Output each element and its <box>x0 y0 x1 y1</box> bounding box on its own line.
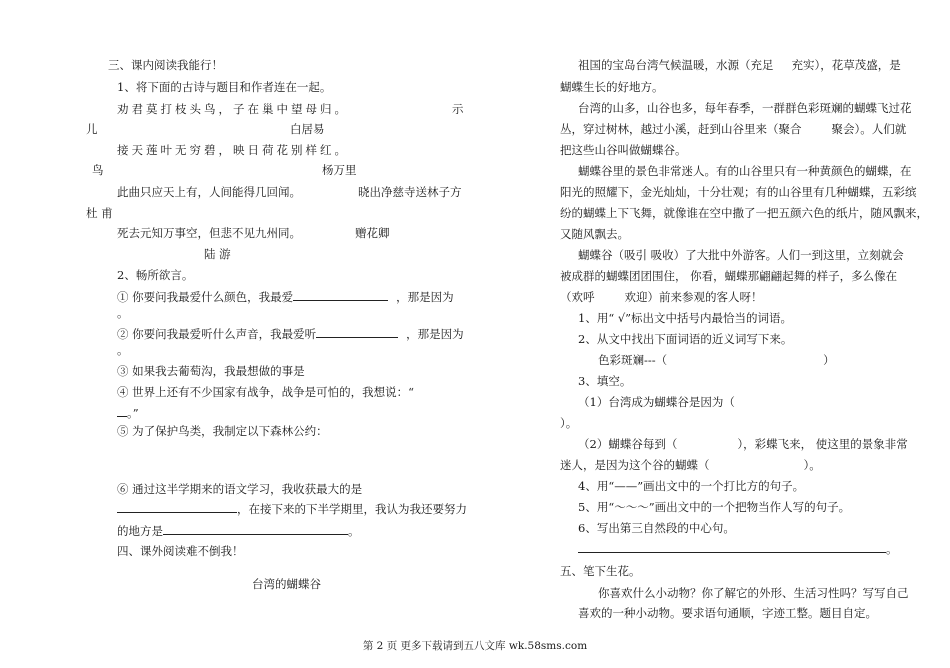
poem-1-line: 劝君莫打枝头鸟，子在巢中望母归。 <box>117 102 349 116</box>
answer-item-2-prompt: ② 你要问我最爱听什么声音，我最爱听 <box>117 327 317 341</box>
answer-item-1-prompt: ① 你要问我最爱什么颜色，我最爱 <box>117 290 294 304</box>
reading-title: 台湾的蝴蝶谷 <box>252 577 321 591</box>
reading-question-1: 1、用“ √”标出文中括号内最恰当的词语。 <box>578 311 793 325</box>
section-3-title: 三、课内阅读我能行！ <box>108 58 223 72</box>
passage-p2-c: 聚会）。人们就 <box>831 122 907 136</box>
passage-p1-line1 <box>578 58 901 72</box>
passage-p1-line2: 蝴蝶生长的好地方。 <box>560 80 664 94</box>
reading-question-3: 3、填空。 <box>578 374 632 388</box>
poem-1-author: 白居易 <box>290 122 325 136</box>
answer-item-2-end: 。 <box>117 343 129 357</box>
reading-question-3-1: （1）台湾成为蝴蝶谷是因为（ <box>578 395 735 409</box>
reading-question-6: 6、写出第三自然段的中心句。 <box>578 521 735 535</box>
answer-item-6-next: ，在接下来的下半学期里，我认为我还要努力 <box>237 502 467 516</box>
answer-blank-improve[interactable] <box>163 523 348 535</box>
writing-prompt-line2: 喜欢的一种小动物。要求语句通顺，字迹工整。题目自定。 <box>578 606 877 620</box>
passage-p2-line2 <box>560 122 906 136</box>
fill-season-prompt: （2）蝴蝶谷每到（ <box>578 437 678 451</box>
answer-blank-war[interactable] <box>117 405 127 417</box>
synonym-close: ） <box>823 353 835 367</box>
poem-1-title-part2: 儿 <box>86 122 98 136</box>
answer-item-6-end: 。 <box>348 524 360 538</box>
passage-p3-line4: 又随风飘去。 <box>560 227 629 241</box>
section-5-title: 五、笔下生花。 <box>560 564 641 578</box>
reading-question-3-1-end: ）。 <box>560 416 578 430</box>
passage-p3-line2: 阳光的照耀下，金光灿灿，十分壮观；有的山谷里有几种蝴蝶，五彩缤 <box>560 185 917 199</box>
page-footer: 第 2 页 更多下载请到五八文库 wk.58sms.com <box>362 640 588 652</box>
answer-item-6-line3 <box>117 523 360 538</box>
answer-item-6-line2 <box>117 501 467 516</box>
passage-p4-line2: 被成群的蝴蝶团团围住， 你看，蝴蝶那翩翩起舞的样子，多么像在 <box>560 269 898 283</box>
poem-4-line: 死去元知万事空，但悲不见九州同。 <box>117 226 301 240</box>
central-sentence-blank[interactable] <box>578 541 886 553</box>
fill-reason-prompt: 迷人，是因为这个谷的蝴蝶（ <box>560 458 710 472</box>
poem-3-author: 杜 甫 <box>86 206 113 220</box>
fill-season-rest: ），彩蝶飞来， 使这里的景象非常 <box>737 437 908 451</box>
poem-2-title: 鸟 <box>92 163 104 177</box>
reading-question-2-word <box>598 353 835 367</box>
answer-item-4: ④ 世界上还有不少国家有战争，战争是可怕的，我想说：“ <box>117 385 415 399</box>
question-1: 1、将下面的古诗与题目和作者连在一起。 <box>117 80 332 94</box>
passage-p1-a: 祖国的宝岛台湾气候温暖，水源（充足 <box>578 58 774 72</box>
reading-question-3-2 <box>578 437 908 451</box>
synonym-prompt: 色彩斑斓---（ <box>598 353 668 367</box>
answer-blank-gain[interactable] <box>117 501 237 513</box>
central-sentence-end: 。 <box>886 542 898 556</box>
answer-item-4-end <box>117 405 139 420</box>
passage-p4-c: （欢呼 <box>560 290 595 304</box>
answer-item-4-close: 。” <box>127 406 139 420</box>
passage-p4-line3 <box>560 290 763 304</box>
passage-p2-line3: 把这些山谷叫做蝴蝶谷。 <box>560 143 687 157</box>
reading-question-3-2-line2 <box>560 458 821 472</box>
poem-2-line: 接天莲叶无穷碧，映日荷花别样红。 <box>117 143 349 157</box>
reading-question-2: 2、从文中找出下面词语的近义词写下来。 <box>578 332 793 346</box>
passage-p3-line1: 蝴蝶谷里的景色非常迷人。有的山谷里只有一种黄颜色的蝴蝶，在 <box>578 164 912 178</box>
reading-question-5: 5、用“～～～”画出文中的一个把物当作人写的句子。 <box>578 500 851 514</box>
answer-item-2 <box>117 326 464 341</box>
passage-p1-b: 充实），花草茂盛，是 <box>791 58 901 72</box>
passage-p2-line1: 台湾的山多，山谷也多，每年春季，一群群色彩斑斓的蝴蝶飞过花 <box>578 101 912 115</box>
answer-item-3: ③ 如果我去葡萄沟，我最想做的事是 <box>117 364 305 378</box>
answer-item-5: ⑤ 为了保护鸟类，我制定以下森林公约： <box>117 424 328 438</box>
answer-item-1-end: 。 <box>117 306 129 320</box>
poem-1-title-part1: 示 <box>452 102 464 116</box>
answer-item-6-place: 的地方是 <box>117 524 163 538</box>
answer-blank-color[interactable] <box>293 289 388 301</box>
passage-p4-d: 欢迎）前来参观的客人呀！ <box>624 290 763 304</box>
answer-blank-sound[interactable] <box>316 326 398 338</box>
writing-prompt-line1: 你喜欢什么小动物？你了解它的外形、生活习性吗？写写自己 <box>598 586 909 600</box>
passage-p2-b: 丛，穿过树林，越过小溪，赶到山谷里来（聚合 <box>560 122 802 136</box>
poem-3-line: 此曲只应天上有，人间能得几回闻。 <box>117 185 301 199</box>
section-4-title: 四、课外阅读难不倒我！ <box>117 544 244 558</box>
answer-item-1 <box>117 289 454 304</box>
answer-item-2-reason: ，那是因为 <box>406 327 464 341</box>
poem-2-author: 杨万里 <box>322 163 357 177</box>
passage-p4-line1: 蝴蝶谷（吸引 吸收）了大批中外游客。人们一到这里，立刻就会 <box>578 248 904 262</box>
poem-4-author: 陆 游 <box>204 247 231 261</box>
fill-reason-end: ）。 <box>803 458 821 472</box>
answer-item-1-reason: ，那是因为 <box>396 290 454 304</box>
poem-3-title: 晓出净慈寺送林子方 <box>358 185 462 199</box>
poem-4-title: 赠花卿 <box>355 226 390 240</box>
reading-question-6-answer <box>578 541 898 556</box>
passage-p3-line3: 纷的蝴蝶上下飞舞，就像谁在空中撒了一把五颜六色的纸片，随风飘来， <box>560 206 928 220</box>
question-2: 2、畅所欲言。 <box>117 268 194 282</box>
reading-question-4: 4、用“——”画出文中的一个打比方的句子。 <box>578 479 805 493</box>
answer-item-6: ⑥ 通过这半学期来的语文学习，我收获最大的是 <box>117 482 363 496</box>
